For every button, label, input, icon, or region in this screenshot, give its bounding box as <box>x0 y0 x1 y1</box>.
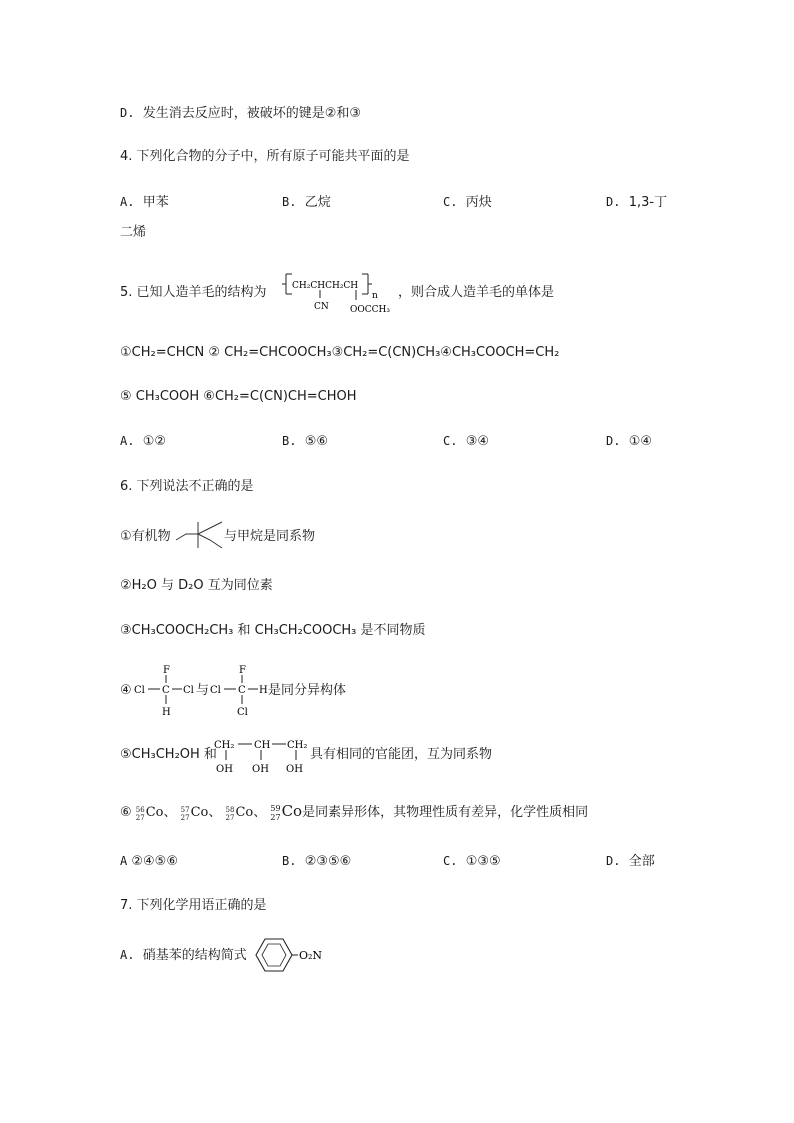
q6-s5-b: 具有相同的官能团，互为同系物 <box>310 747 493 762</box>
q4-option-b: B. 乙烷 <box>282 195 331 210</box>
svg-text:CH: CH <box>254 740 271 751</box>
svg-text:H: H <box>259 685 268 696</box>
q6-option-d: D. 全部 <box>606 854 655 869</box>
isotope-co-58: 58 27Co <box>225 805 254 822</box>
q5-monomers-line2: ⑤ CH₃COOH ⑥CH₂=C(CN)CH=CHOH <box>120 389 357 404</box>
dichlorofluoromethane-1 <box>134 662 198 720</box>
q6-stem: 6. 下列说法不正确的是 <box>120 479 254 494</box>
glycerol-structure <box>214 736 314 776</box>
polymer-structure <box>282 268 402 318</box>
q5-monomers-line1: ①CH₂=CHCN ② CH₂=CHCOOCH₃③CH₂=C(CN)CH₃④CH₃COOCH=CH₂ <box>120 345 560 360</box>
q6-s1-a: ①有机物 <box>120 529 171 544</box>
q4-option-d-wrap: 二烯 <box>120 225 147 240</box>
q6-s1-b: 与甲烷是同系物 <box>224 529 316 544</box>
q4-stem: 4. 下列化合物的分子中，所有原子可能共平面的是 <box>120 149 410 164</box>
svg-text:CH₂: CH₂ <box>287 740 308 751</box>
q5-stem-b: ，则合成人造羊毛的单体是 <box>398 285 555 300</box>
q6-s5-a: ⑤CH₃CH₂OH 和 <box>120 747 217 762</box>
q3-option-d: D. 发生消去反应时，被破坏的键是②和③ <box>120 106 362 121</box>
isotope-co-57: 57 27Co <box>180 805 209 822</box>
q6-s4-c: 是同分异构体 <box>268 683 347 698</box>
svg-text:F: F <box>163 665 170 676</box>
svg-text:OH: OH <box>252 764 269 775</box>
nitrobenzene-structure <box>252 936 322 974</box>
dichlorofluoromethane-2 <box>210 662 272 720</box>
svg-text:Cl: Cl <box>210 685 221 696</box>
q5-option-d: D. ①④ <box>606 434 653 449</box>
q5-option-a: A. ①② <box>120 434 167 449</box>
q7-option-a: A. 硝基苯的结构简式 <box>120 948 247 963</box>
q5-stem-a: 5. 已知人造羊毛的结构为 <box>120 285 267 300</box>
q4-option-a: A. 甲苯 <box>120 195 169 210</box>
polymer-cn: CN <box>314 302 329 312</box>
polymer-n: n <box>372 291 378 301</box>
skeletal-molecule <box>176 522 226 550</box>
svg-text:H: H <box>162 707 171 718</box>
svg-text:OH: OH <box>286 764 303 775</box>
polymer-ester: OOCCH₃ <box>350 305 390 315</box>
svg-text:OH: OH <box>216 764 233 775</box>
q4-option-c: C. 丙炔 <box>443 195 492 210</box>
isotope-co-59: 59 27Co <box>270 802 303 822</box>
svg-text:Cl: Cl <box>183 685 194 696</box>
isotope-co-56: 56 27Co <box>135 805 164 822</box>
q6-s4-b: 与 <box>196 683 210 698</box>
svg-text:Cl: Cl <box>237 707 248 718</box>
svg-text:C: C <box>162 685 170 696</box>
svg-text:C: C <box>238 685 246 696</box>
nitro-group: O₂N <box>299 949 323 962</box>
q5-option-b: B. ⑤⑥ <box>282 434 329 449</box>
q5-option-c: C. ③④ <box>443 434 490 449</box>
svg-text:CH₂: CH₂ <box>214 740 235 751</box>
q6-option-a: A ②④⑤⑥ <box>120 854 178 869</box>
q6-s6: ⑥ 56 27Co、 57 27Co、 58 27Co、 59 27Co是同素异形体，其物理性质有差异，化学性质相同 <box>120 802 589 822</box>
polymer-chain: CH₂CHCH₂CH <box>292 281 359 291</box>
svg-text:Cl: Cl <box>134 685 145 696</box>
q7-stem: 7. 下列化学用语正确的是 <box>120 898 267 913</box>
svg-text:F: F <box>239 665 246 676</box>
q6-s4-a: ④ <box>120 683 132 698</box>
q6-option-b: B. ②③⑤⑥ <box>282 854 352 869</box>
q6-s2: ②H₂O 与 D₂O 互为同位素 <box>120 578 273 593</box>
q6-s3: ③CH₃COOCH₂CH₃ 和 CH₃CH₂COOCH₃ 是不同物质 <box>120 623 426 638</box>
q4-option-d: D. 1,3-丁 <box>606 195 668 210</box>
q6-option-c: C. ①③⑤ <box>443 854 501 869</box>
